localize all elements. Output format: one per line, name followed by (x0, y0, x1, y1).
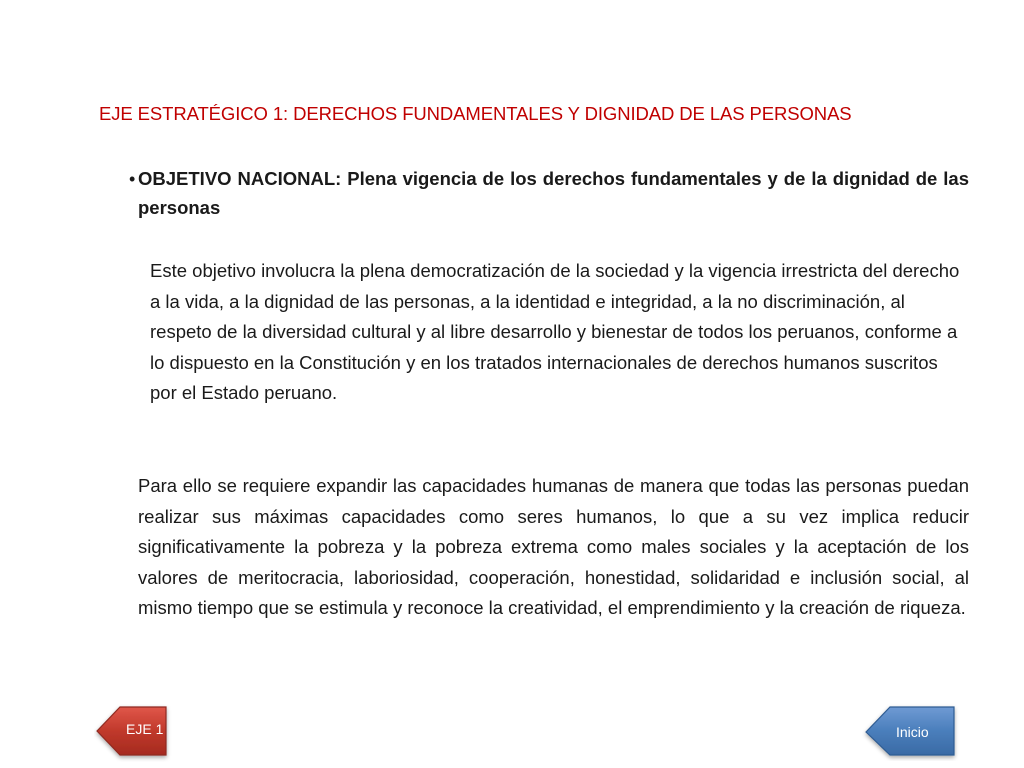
inicio-button[interactable] (862, 703, 962, 761)
objective-statement (138, 164, 969, 222)
objective-description: Este objetivo involucra la plena democratización de la sociedad y la vigencia irrestricta del derecho a la vida, a la dignidad de las personas, a la identidad e integridad, a la no discriminación, al respeto de la diversidad cultural y al libre desarrollo y bienestar de todos los peruanos, conforme a lo dispuesto en la Constitución y en los tratados internacionales de derechos humanos suscritos por el Estado peruano. (150, 260, 960, 403)
objective-label: OBJETIVO NACIONAL: (138, 168, 342, 189)
objective-text: Plena vigencia de los derechos fundamentales y de la dignidad de las personas (138, 168, 969, 218)
eje-1-button-label: EJE 1 (126, 721, 164, 737)
inicio-button-label: Inicio (896, 724, 929, 740)
slide-title: EJE ESTRATÉGICO 1: DERECHOS FUNDAMENTALES Y DIGNIDAD DE LAS PERSONAS (99, 103, 852, 124)
bullet-icon: • (129, 169, 136, 189)
eje-1-button[interactable] (94, 704, 194, 762)
requirements-paragraph: Para ello se requiere expandir las capacidades humanas de manera que todas las personas puedan realizar sus máximas capacidades como seres humanos, lo que a su vez implica reducir significativamente la pobreza y la pobreza extrema como males sociales y la aceptación de los valores de meritocracia, laboriosidad, cooperación, honestidad, solidaridad e inclusión social, al mismo tiempo que se estimula y reconoce la creatividad, el emprendimiento y la creación de riqueza. (138, 475, 969, 618)
